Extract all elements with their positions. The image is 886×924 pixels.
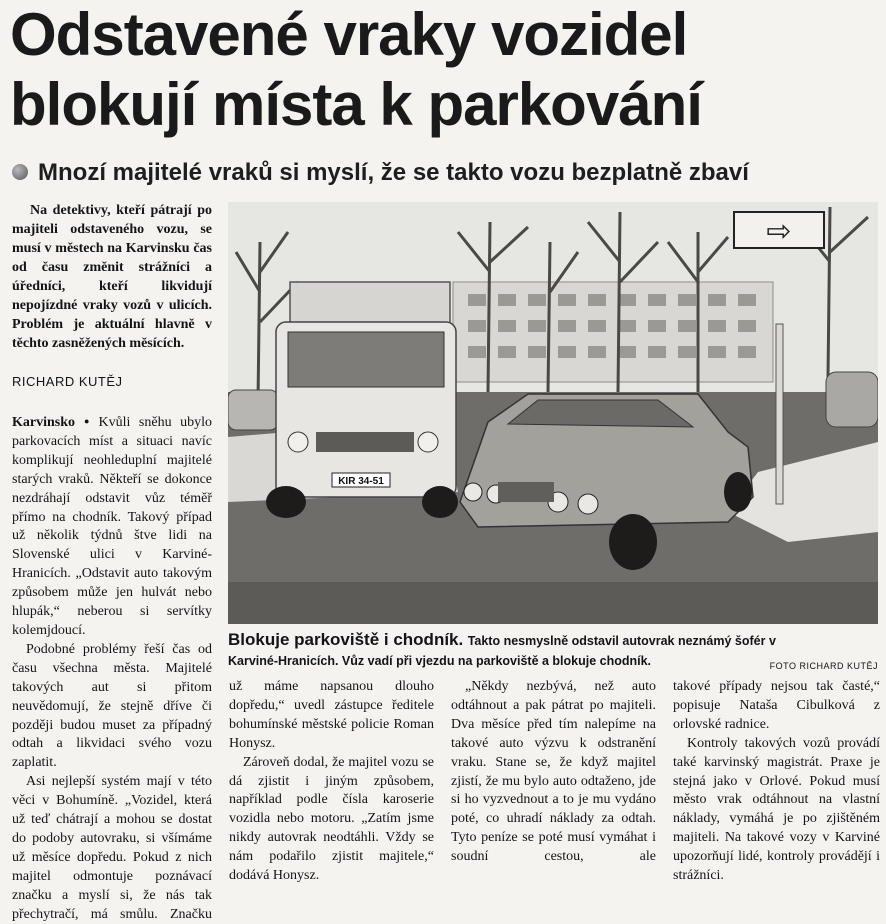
- body-paragraph: už máme napsanou dlouho dopředu,“ uvedl zástupce ředitele bohumínské městské policie Roman Honysz.: [229, 679, 434, 751]
- body-paragraph-text: Kvůli sněhu ubylo parkovacích míst a situaci navíc komplikují neohleduplní majitelé starých vraků. Někteří se dokonce nezdráhají odstavit vůz téměř přímo na chodník. Takový případ už několik týdnů štve lidi na Slovenské ulici v Karviné-Hranicích. „Odstavit auto takovým způsobem může jen hulvát nebo hlupák,“ neberou si servítky kolemjdoucí.: [12, 415, 212, 638]
- headline-line-2: blokují místa k parkování: [10, 71, 702, 138]
- news-photo: [228, 202, 878, 624]
- caption-line-1: [228, 630, 878, 651]
- subheadline: [12, 158, 882, 188]
- license-plate: KIR 34-51: [338, 476, 384, 487]
- bullet-icon: [12, 164, 28, 180]
- lead-paragraph: Na detektivy, kteří pátrají po majiteli odstaveného vozu, se musí v městech na Karvinsku čas od času změnit strážníci a úředníci, kteří likvidují nepojízdné vraky vozů v ulicích. Problém je aktuální hlavně v těchto zasněžených měsících.: [12, 203, 212, 351]
- caption-title: Blokuje parkoviště i chodník.: [228, 630, 464, 649]
- body-paragraph: Kontroly takových vozů provádí také karvinský magistrát. Praxe je stejná jako v Orlové. Pokud musí město vrak odtáhnout na vlastní náklady, vymáhá je po zjištěném majiteli. Na takové vozy v Karviné upozorňují lidé, kontroly provádějí i strážníci.: [673, 735, 880, 884]
- photo-caption: [228, 630, 878, 676]
- body-column-1: [12, 412, 212, 924]
- body-paragraph: „Někdy nezbývá, než auto odtáhnout a pak pátrat po majiteli. Dva měsíce před tím nalepíme na takové auto výzvu k odstranění vraku. Stane se, že když majitel zjistí, že mu bylo auto odtaženo, jde si ho vyzvednout a to je mu vydáno poté, co uhradí náklady za odtah. Tyto peníze se poté musí vymáhat i soudní cestou, ale: [451, 679, 656, 865]
- caption-text-1: Takto nesmyslně odstavil autovrak neznámý šofér v: [467, 634, 776, 648]
- photo-credit: FOTO RICHARD KUTĚJ: [769, 661, 878, 671]
- dateline-dot-icon: ●: [79, 416, 95, 426]
- body-paragraph: takové případy nejsou tak časté,“ popisuje Nataša Cibulková z orlovské radnice.: [673, 679, 880, 732]
- dateline: Karvinsko: [12, 415, 76, 430]
- caption-text-2: Karviné-Hranicích. Vůz vadí při vjezdu na parkoviště a blokuje chodník.: [228, 654, 652, 668]
- body-paragraph: Podobné problémy řeší čas od času všechna města. Majitelé takových aut si přitom neuvědomují, že stejně dříve či později budou muset za případný odtah a likvidaci svého vozu zaplatit.: [12, 641, 212, 771]
- body-paragraph: Zároveň dodal, že majitel vozu se dá zjistit i jiným způsobem, například podle čísla karoserie vozidla nebo motoru. „Zatím jsme nikdy autovrak neodtáhli. Vždy se nám podařilo zjistit majitele,“ dodává Honysz.: [229, 754, 434, 884]
- photo-illustration: [228, 202, 878, 624]
- body-column-3: [451, 678, 656, 867]
- subheadline-text: Mnozí majitelé vraků si myslí, že se takto vozu bezplatně zbaví: [38, 159, 749, 186]
- arrow-right-icon: ⇨: [766, 214, 792, 249]
- body-paragraph: Asi nejlepší systém mají v této věci v Bohumíně. „Vozidel, která už teď chátrají a mohou se dostat do podoby autovraku, si všímáme už měsíce dopředu. Pokud z nich majitel odmontuje poznávací značku a myslí si, že nás tak přechytračí, má smůlu. Značku: [12, 774, 212, 922]
- body-column-4: [673, 678, 880, 886]
- body-column-2: [229, 678, 434, 886]
- caption-line-2: [228, 651, 878, 671]
- headline-line-1: Odstavené vraky vozidel: [10, 1, 688, 68]
- byline: RICHARD KUTĚJ: [12, 374, 123, 389]
- body-paragraph: [12, 412, 212, 641]
- headline: [10, 0, 880, 140]
